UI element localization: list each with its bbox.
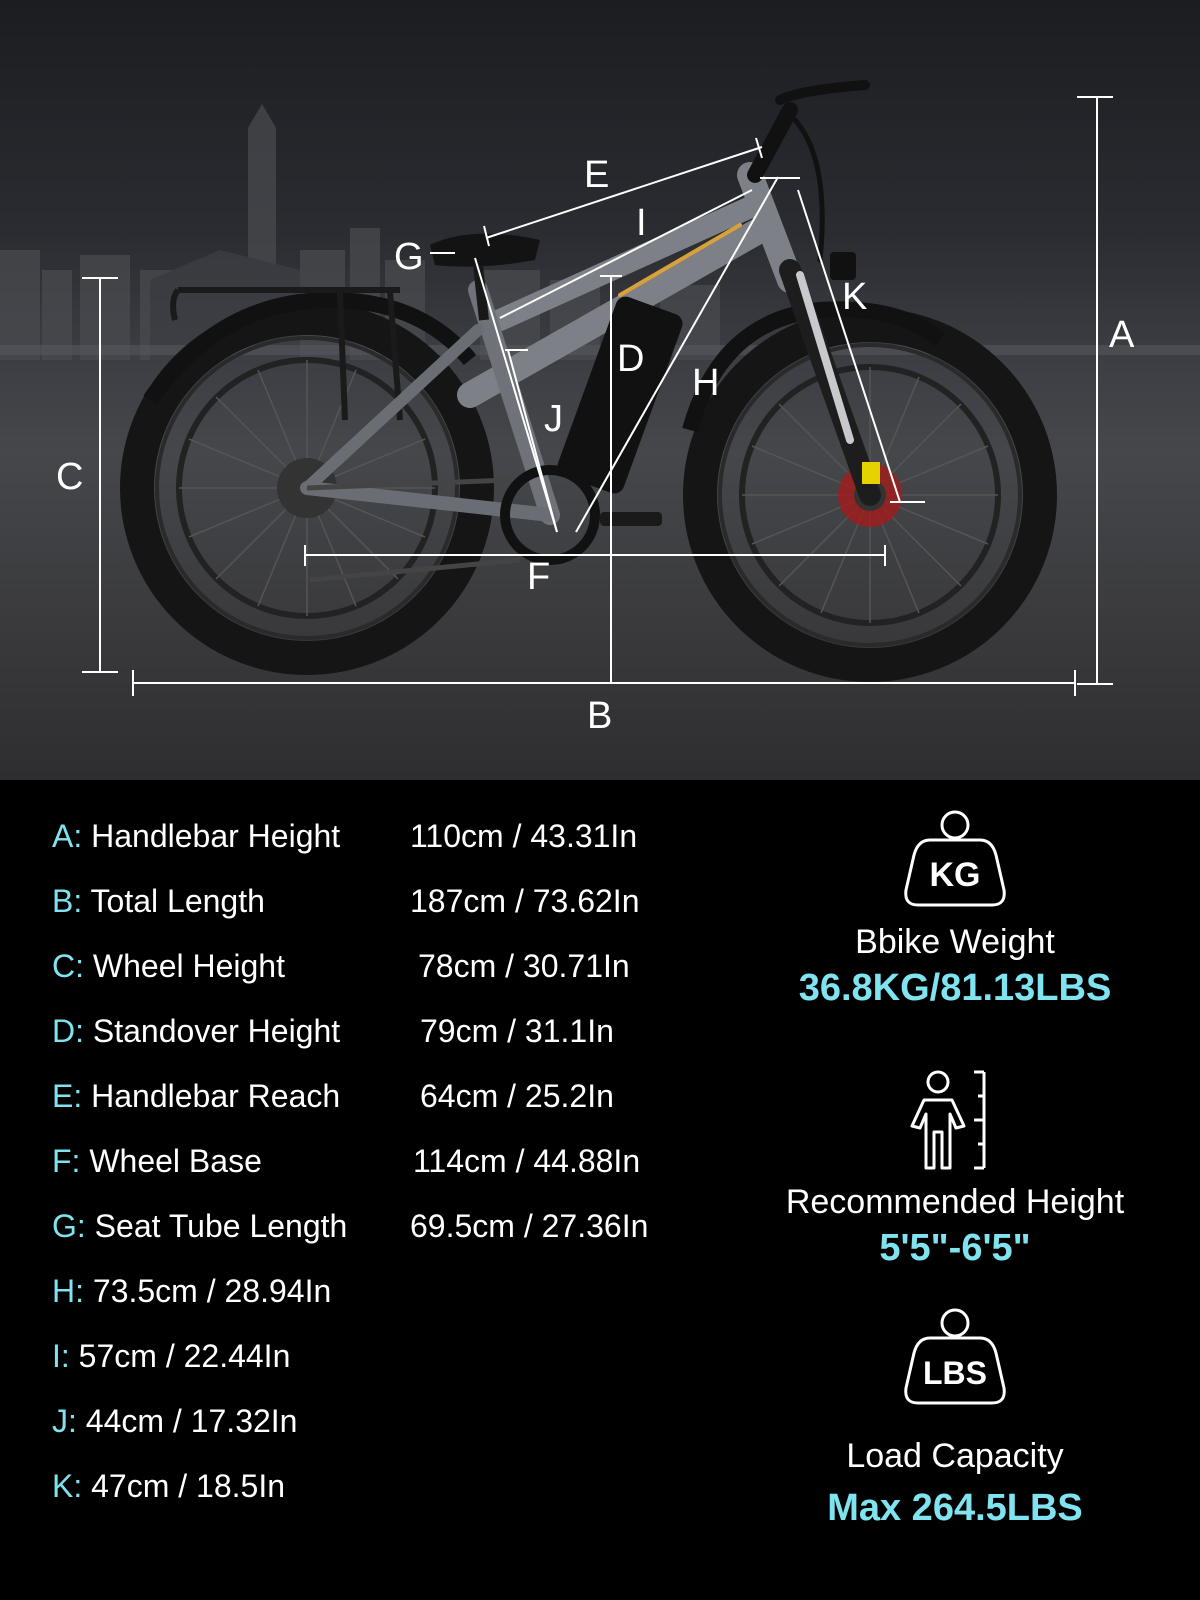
spec-value: 64cm / 25.2In [420, 1078, 614, 1114]
spec-value: 78cm / 30.71In [418, 948, 630, 984]
weight-kg-icon [900, 810, 1010, 910]
dimension-label-g: G [394, 236, 424, 278]
recommended-height-title: Recommended Height [785, 1183, 1125, 1221]
spec-key: A [52, 818, 74, 854]
load-capacity-title: Load Capacity [846, 1437, 1064, 1475]
dimension-label-c: C [56, 456, 84, 498]
spec-label: Handlebar Height [91, 818, 341, 854]
spec-label: Handlebar Reach [91, 1078, 341, 1114]
spec-key: E [52, 1078, 74, 1114]
spec-key: J [52, 1403, 68, 1439]
spec-row-total-length: B: Total Length 187cm / 73.62In [52, 879, 265, 923]
spec-value: 57cm / 22.44In [78, 1338, 291, 1374]
bike-diagram [0, 0, 1200, 780]
spec-key: D [52, 1013, 76, 1049]
pedal [600, 512, 662, 526]
dimension-label-i: I [636, 202, 647, 244]
spec-row-handlebar-reach: E: Handlebar Reach 64cm / 25.2In [52, 1074, 340, 1118]
spec-value: 110cm / 43.31In [410, 818, 638, 854]
dimension-label-d: D [617, 338, 645, 380]
spec-row-wheel-height: C: Wheel Height 78cm / 30.71In [52, 944, 285, 988]
spec-key: K [52, 1468, 74, 1504]
spec-row-h: H: 73.5cm / 28.94In [52, 1273, 332, 1309]
spec-value: 47cm / 18.5In [91, 1468, 286, 1504]
bike-illustration [0, 0, 1200, 780]
spec-key: B [52, 883, 74, 919]
spec-value: 114cm / 44.88In [413, 1143, 641, 1179]
recommended-height-value: 5'5"-6'5" [879, 1227, 1031, 1269]
spec-key: G [52, 1208, 77, 1244]
weight-icon-text: KG [929, 856, 981, 894]
spec-value: 44cm / 17.32In [85, 1403, 298, 1439]
load-capacity-block [760, 1308, 1150, 1532]
spec-label: Wheel Height [92, 948, 285, 984]
spec-label: Seat Tube Length [94, 1208, 348, 1244]
spec-row-k: K: 47cm / 18.5In [52, 1468, 286, 1504]
spec-key: C [52, 948, 76, 984]
dimension-label-k: K [842, 276, 868, 318]
spec-value: 187cm / 73.62In [410, 883, 640, 919]
spec-value: 79cm / 31.1In [420, 1013, 614, 1049]
load-capacity-value: Max 264.5LBS [827, 1487, 1083, 1529]
spec-row-handlebar-height: A: Handlebar Height 110cm / 43.31In [52, 814, 340, 858]
dimension-label-a: A [1109, 314, 1135, 356]
load-icon-text: LBS [923, 1355, 987, 1391]
spec-value: 69.5cm / 27.36In [410, 1208, 649, 1244]
dimension-label-b: B [587, 695, 613, 737]
spec-row-j: J: 44cm / 17.32In [52, 1403, 298, 1439]
spec-row-standover-height: D: Standover Height 79cm / 31.1In [52, 1009, 340, 1053]
dimension-label-f: F [527, 556, 551, 598]
spec-key: I [52, 1338, 61, 1374]
spec-label: Standover Height [92, 1013, 341, 1049]
spec-label: Total Length [90, 883, 265, 919]
spec-row-i: I: 57cm / 22.44In [52, 1338, 291, 1374]
recommended-height-block [760, 1070, 1150, 1272]
person-height-icon [900, 1070, 1010, 1170]
spec-label: Wheel Base [89, 1143, 262, 1179]
dimension-label-e: E [584, 154, 610, 196]
bike-weight-block [760, 810, 1150, 1012]
spec-row-seat-tube-length: G: Seat Tube Length 69.5cm / 27.36In [52, 1204, 347, 1248]
weight-lbs-icon [900, 1308, 1010, 1408]
spec-key: F [52, 1143, 72, 1179]
spec-row-wheel-base: F: Wheel Base 114cm / 44.88In [52, 1139, 262, 1183]
dimension-label-h: H [692, 362, 720, 404]
spec-key: H [52, 1273, 76, 1309]
bike-weight-value: 36.8KG/81.13LBS [798, 967, 1112, 1009]
spec-value: 73.5cm / 28.94In [92, 1273, 332, 1309]
bike-weight-title: Bbike Weight [855, 923, 1055, 961]
specs-panel [0, 780, 1200, 1600]
dimension-label-j: J [544, 398, 563, 440]
